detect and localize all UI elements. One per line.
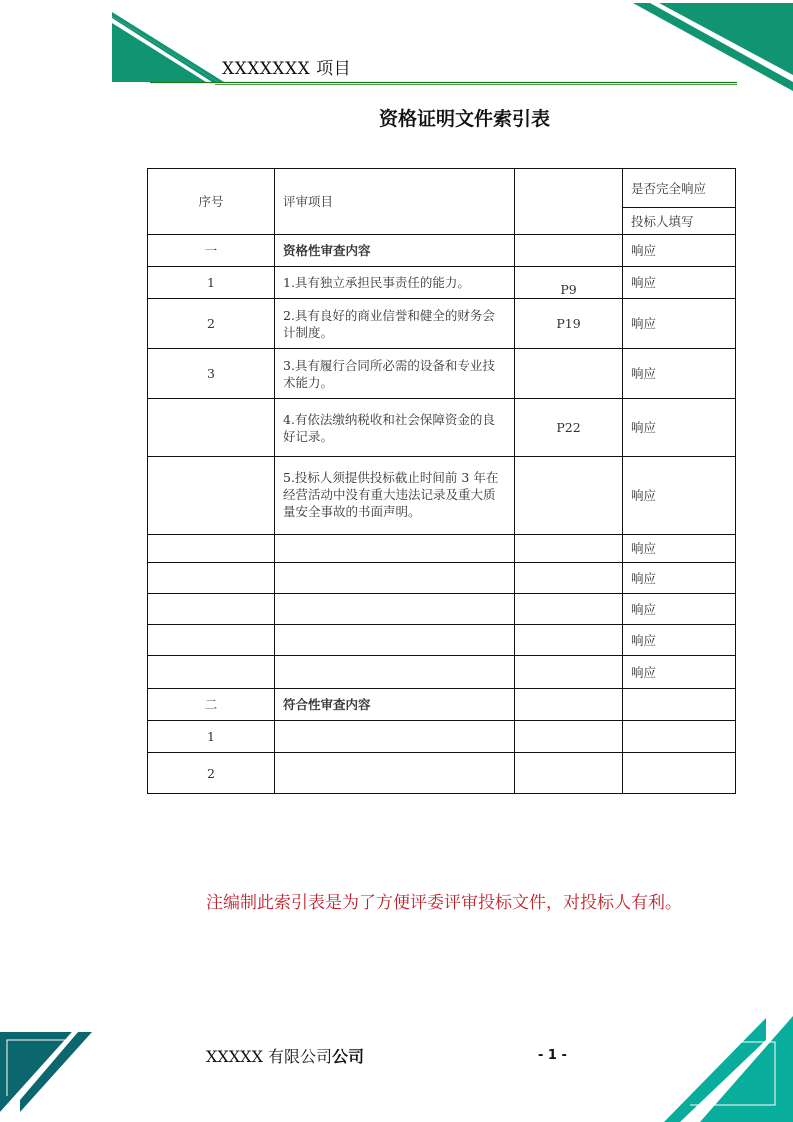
cell-seq (148, 625, 275, 656)
cell-seq (148, 457, 275, 535)
cell-response: 响应 (623, 299, 736, 349)
cell-seq: 1 (148, 721, 275, 753)
table-row (148, 721, 736, 753)
table-row (148, 625, 736, 656)
cell-item: 2.具有良好的商业信誉和健全的财务会计制度。 (275, 299, 515, 349)
header-right-triangle-icon (659, 3, 793, 75)
footer-company-suffix: 公司 (332, 1047, 365, 1066)
cell-item (275, 535, 515, 563)
cell-seq: 2 (148, 299, 275, 349)
cell-seq: 1 (148, 267, 275, 299)
cell-page (515, 594, 623, 625)
footer-company-prefix: XXXXX 有限公司 (206, 1047, 333, 1066)
cell-seq (148, 399, 275, 457)
cell-response: 响应 (623, 457, 736, 535)
cell-item (275, 753, 515, 794)
cell-page (515, 656, 623, 689)
table-row (148, 535, 736, 563)
header-item: 评审项目 (275, 169, 515, 235)
cell-item (275, 656, 515, 689)
cell-page (515, 625, 623, 656)
header-page (515, 169, 623, 235)
cell-item: 资格性审查内容 (275, 235, 515, 267)
page-number: - 1 - (538, 1048, 567, 1063)
cell-response: 响应 (623, 563, 736, 594)
header-response-sub: 投标人填写 (623, 208, 736, 235)
cell-page (515, 457, 623, 535)
cell-page: P22 (515, 399, 623, 457)
cell-seq: 2 (148, 753, 275, 794)
table-row (148, 563, 736, 594)
document-title: 资格证明文件索引表 (378, 108, 550, 130)
cell-page (515, 563, 623, 594)
cell-seq: 一 (148, 235, 275, 267)
table-row (148, 349, 736, 399)
header-decoration (0, 0, 793, 100)
cell-item: 5.投标人须提供投标截止时间前 3 年在经营活动中没有重大违法记录及重大质量安全事故的书面声明。 (275, 457, 515, 535)
cell-response: 响应 (623, 594, 736, 625)
footer-company-name (206, 1044, 364, 1067)
cell-response: 响应 (623, 625, 736, 656)
cell-response: 响应 (623, 656, 736, 689)
footer-left-triangle-icon (0, 1032, 72, 1112)
cell-seq (148, 656, 275, 689)
cell-page (515, 753, 623, 794)
index-note: 注编制此索引表是为了方便评委评审投标文件，对投标人有利。 (206, 893, 682, 913)
cell-response (623, 689, 736, 721)
cell-item: 4.有依法缴纳税收和社会保障资金的良好记录。 (275, 399, 515, 457)
table-row (148, 267, 736, 299)
table-row (148, 399, 736, 457)
table-row (148, 753, 736, 794)
cell-response: 响应 (623, 267, 736, 299)
table-row (148, 235, 736, 267)
cell-seq: 3 (148, 349, 275, 399)
cell-item (275, 721, 515, 753)
qualification-index-table (147, 168, 736, 794)
cell-page (515, 535, 623, 563)
cell-response: 响应 (623, 535, 736, 563)
table-row (148, 689, 736, 721)
cell-page: P9 (515, 267, 623, 299)
cell-seq (148, 535, 275, 563)
cell-seq (148, 563, 275, 594)
cell-page (515, 349, 623, 399)
cell-item: 1.具有独立承担民事责任的能力。 (275, 267, 515, 299)
cell-page (515, 721, 623, 753)
cell-seq (148, 594, 275, 625)
cell-response: 响应 (623, 349, 736, 399)
cell-item (275, 625, 515, 656)
table-row (148, 656, 736, 689)
cell-response (623, 721, 736, 753)
cell-page (515, 689, 623, 721)
header-seq: 序号 (148, 169, 275, 235)
project-title: XXXXXXX 项目 (222, 59, 352, 79)
cell-response: 响应 (623, 235, 736, 267)
cell-response (623, 753, 736, 794)
table-header-row (148, 169, 736, 208)
cell-item (275, 563, 515, 594)
footer-right-triangle-icon (700, 1016, 793, 1122)
cell-item: 符合性审查内容 (275, 689, 515, 721)
table-row (148, 457, 736, 535)
header-response-title: 是否完全响应 (623, 169, 736, 208)
cell-item: 3.具有履行合同所必需的设备和专业技术能力。 (275, 349, 515, 399)
cell-seq: 二 (148, 689, 275, 721)
cell-page: P19 (515, 299, 623, 349)
cell-page (515, 235, 623, 267)
table-row (148, 594, 736, 625)
cell-response: 响应 (623, 399, 736, 457)
table-row (148, 299, 736, 349)
cell-item (275, 594, 515, 625)
